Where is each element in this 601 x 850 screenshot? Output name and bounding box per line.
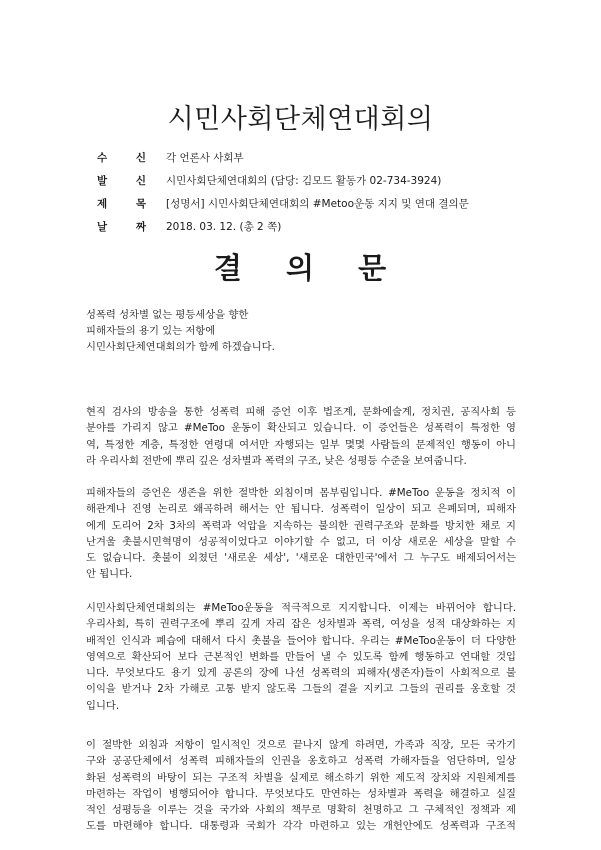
paragraph-line: 우리사회, 특히 권력구조에 뿌리 깊게 자리 잡은 성차별과 폭력, 여성을 성적 대상화하는 지 bbox=[86, 618, 516, 631]
meta-label bbox=[97, 173, 146, 188]
paragraph-line: 영역으로 확산되어 보다 근본적인 변화를 만들어 낼 수 있도록 함께 행동하고 연대할 것입 bbox=[86, 650, 516, 663]
paragraph-line: 적인 성평등을 이루는 것을 국가와 사회의 책무로 명확히 천명하고 그 구체적인 정책과 제 bbox=[86, 804, 516, 817]
paragraph-line: 도를 마련해야 합니다. 대통령과 국회가 각각 마련하고 있는 개헌안에도 성폭력과 구조적 bbox=[86, 820, 516, 833]
meta-label-char: 수 bbox=[97, 152, 108, 164]
paragraph-line: 현직 검사의 방송을 통한 성폭력 피해 증언 이후 법조계, 문화예술계, 정치권, 공직사회 등 bbox=[86, 406, 516, 418]
paragraph-line: 라 우리사회 전반에 뿌리 깊은 성차별과 폭력의 구조, 낮은 성평등 수준을 보여줍니다. bbox=[86, 454, 467, 467]
body-paragraph-2 bbox=[86, 485, 516, 583]
document-title: 결 의 문 bbox=[213, 251, 388, 285]
meta-row-sender bbox=[97, 169, 469, 192]
meta-value: 2018. 03. 12. (총 2 쪽) bbox=[166, 221, 282, 233]
meta-row-subject bbox=[97, 192, 469, 215]
document-meta bbox=[97, 146, 469, 238]
intro-line: 성폭력 성차별 없는 평등세상을 향한 bbox=[86, 309, 249, 321]
paragraph-line: 해관계나 진영 논리로 왜곡하려 해서는 안 됩니다. 성폭력이 일상이 되고 은폐되며, 피해자 bbox=[86, 503, 516, 516]
meta-label bbox=[97, 196, 146, 211]
meta-row-recipient bbox=[97, 146, 469, 169]
meta-label-char: 짜 bbox=[135, 221, 146, 233]
organization-title: 시민사회단체연대회의 bbox=[167, 104, 434, 135]
paragraph-line: 이 절박한 외침과 저항이 일시적인 것으로 끝나지 않게 하려면, 가족과 직장, 모든 국가기 bbox=[86, 739, 516, 751]
paragraph-line: 분야를 가리지 않고 #MeToo 운동이 확산되고 있습니다. 이 증언들은 성폭력이 특정한 영 bbox=[86, 422, 516, 435]
paragraph-line: 역, 특정한 계층, 특정한 연령대 여서만 자행되는 일부 몇몇 사람들의 문제적인 행동이 아니 bbox=[86, 438, 516, 451]
meta-label-char: 신 bbox=[135, 152, 146, 164]
intro-block bbox=[86, 307, 275, 356]
meta-label-char: 제 bbox=[97, 198, 108, 210]
paragraph-line: 이익을 받거나 2차 가해로 고통 받지 않도록 그들의 곁을 지키고 그들의 권리를 옹호할 것 bbox=[86, 683, 516, 696]
paragraph-line: 난겨울 촛불시민혁명이 성공적이었다고 이야기할 수 없고, 더 이상 새로운 세상을 말할 수 bbox=[86, 535, 517, 548]
intro-line: 피해자들의 용기 있는 저항에 bbox=[86, 325, 216, 338]
paragraph-line: 배적인 인식과 폐습에 대해서 다시 촛불을 들어야 합니다. 우리는 #MeToo운동이 더 다양한 bbox=[86, 634, 516, 647]
meta-label-char: 날 bbox=[97, 221, 108, 233]
body-paragraph-3 bbox=[86, 600, 516, 714]
meta-label-char: 목 bbox=[135, 198, 146, 210]
body-paragraph-1 bbox=[86, 404, 516, 469]
paragraph-line: 피해자들의 증언은 생존을 위한 절박한 외침이며 몸부림입니다. #MeToo 운동을 정치적 이 bbox=[86, 487, 516, 499]
meta-value: 시민사회단체연대회의 (담당: 김모드 활동가 02-734-3924) bbox=[166, 175, 442, 187]
paragraph-line: 화된 성폭력의 바탕이 되는 구조적 차별을 실제로 해소하기 위한 제도적 장치와 지원체계를 bbox=[86, 771, 516, 784]
intro-line: 시민사회단체연대회의가 함께 하겠습니다. bbox=[86, 341, 275, 354]
paragraph-line: 에게 도리어 2차 3차의 폭력과 억압을 지속하는 불의한 권력구조와 문화를 방치한 채로 지 bbox=[86, 519, 516, 532]
paragraph-line: 안 됩니다. bbox=[86, 568, 133, 581]
body-paragraph-4 bbox=[86, 737, 516, 835]
paragraph-line: 시민사회단체연대회의는 #MeToo운동을 적극적으로 지지합니다. 이제는 바뀌어야 합니다. bbox=[86, 602, 516, 614]
meta-label-char: 발 bbox=[97, 175, 108, 187]
paragraph-line: 도 없습니다. 촛불이 외쳤던 '새로운 세상', '새로운 대한민국'에서 그 누구도 배제되어서는 bbox=[86, 552, 516, 565]
paragraph-line: 니다. 무엇보다도 용기 있게 공론의 장에 나선 성폭력의 피해자(생존자)들이 사회적으로 불 bbox=[86, 667, 516, 680]
paragraph-line: 마련하는 작업이 병행되어야 합니다. 무엇보다도 만연하는 성차별과 폭력을 해결하고 실질 bbox=[86, 787, 516, 800]
meta-label bbox=[97, 150, 146, 165]
paragraph-line: 구와 공공단체에서 성폭력 피해자들의 인권을 옹호하고 성폭력 가해자들을 엄단하며, 일상 bbox=[86, 755, 516, 768]
meta-label bbox=[97, 219, 146, 234]
meta-value: 각 언론사 사회부 bbox=[166, 152, 244, 164]
meta-row-date bbox=[97, 215, 469, 238]
meta-value: [성명서] 시민사회단체연대회의 #Metoo운동 지지 및 연대 결의문 bbox=[166, 198, 469, 210]
paragraph-line: 입니다. bbox=[86, 699, 120, 712]
meta-label-char: 신 bbox=[135, 175, 146, 187]
